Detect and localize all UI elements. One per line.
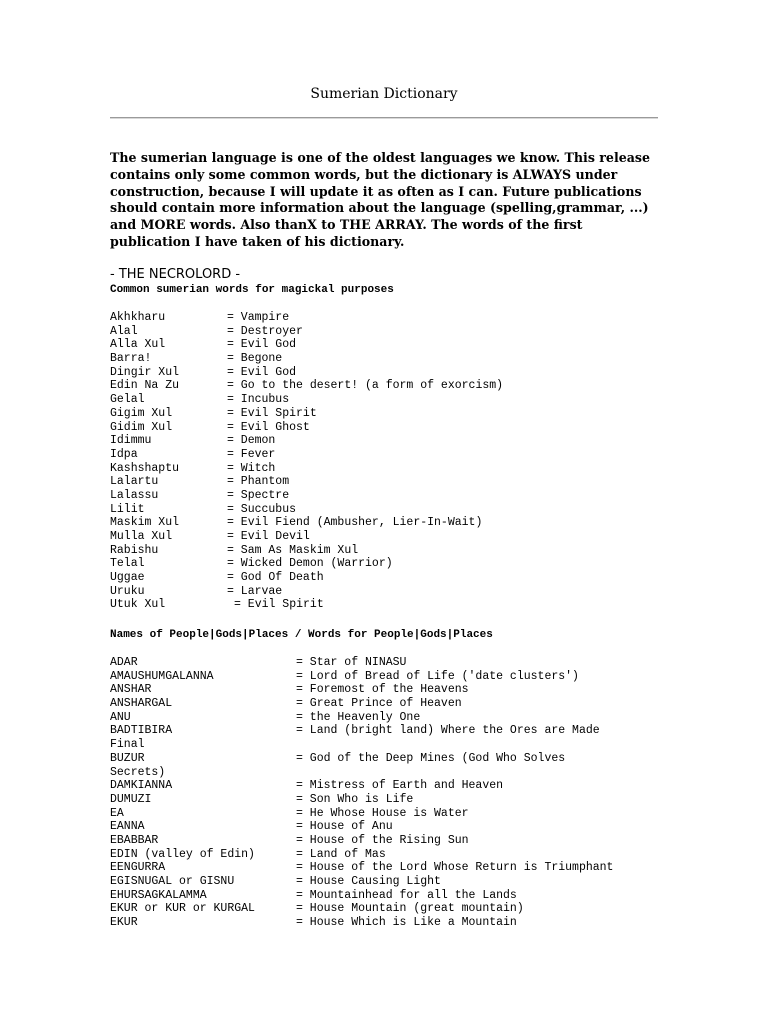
entry-definition: = Star of NINASU bbox=[296, 656, 407, 669]
entry-term: EKUR or KUR or KURGAL bbox=[110, 902, 255, 916]
entry-definition: = Son Who is Life bbox=[296, 792, 414, 806]
entry-term: Lilit bbox=[110, 502, 145, 516]
entry-term: EKUR bbox=[110, 916, 138, 930]
entry-term: Gidim Xul bbox=[110, 420, 173, 434]
page-title: Sumerian Dictionary bbox=[310, 86, 458, 102]
entry-definition: = Fever bbox=[227, 447, 276, 461]
entry-definition: = Evil Spirit bbox=[234, 598, 324, 612]
entry-definition: = Demon bbox=[227, 434, 276, 448]
entry-definition: = Succubus bbox=[227, 502, 297, 516]
entry-term: EGISNUGAL or GISNU bbox=[110, 875, 235, 889]
entry-definition: = Evil God bbox=[227, 365, 297, 379]
entry-term: Uggae bbox=[110, 571, 145, 585]
entry-term: ADAR bbox=[110, 656, 138, 669]
entry-definition: = the Heavenly One bbox=[296, 710, 421, 724]
entry-definition: = Evil Spirit bbox=[227, 406, 317, 420]
entry-term: Maskim Xul bbox=[110, 516, 180, 530]
entry-definition: = House of Anu bbox=[296, 820, 393, 834]
entry-definition: = God Of Death bbox=[227, 571, 324, 585]
entry-definition: = Begone bbox=[227, 352, 283, 366]
entry-term: Gigim Xul bbox=[110, 406, 173, 420]
entry-definition: = House Mountain (great mountain) bbox=[296, 902, 524, 916]
entry-definition: = Evil God bbox=[227, 338, 297, 352]
entry-definition: = Destroyer bbox=[227, 324, 303, 338]
entry-term: Dingir Xul bbox=[110, 365, 180, 379]
entry-term: Kashshaptu bbox=[110, 461, 180, 475]
entry-definition: = Vampire bbox=[227, 311, 290, 324]
intro-paragraph: The sumerian language is one of the oldest languages we know. This release contains only some common words, but the dictionary is ALWAYS under construction, because I will update it as often as I can. Future publications should contain more information about the language (spelling,grammar, ...) and MORE words. Also thanX to THE ARRAY. The words of the first publication I have taken of his dictionary. bbox=[110, 150, 651, 249]
entry-definition: = House of the Lord Whose Return is Triumphant bbox=[296, 861, 614, 875]
entry-definition: = Incubus bbox=[227, 393, 290, 407]
author-signature: - THE NECROLORD - bbox=[110, 267, 241, 282]
entry-term: Idpa bbox=[110, 447, 138, 461]
entry-term: ANU bbox=[110, 710, 131, 724]
entry-term: DAMKIANNA bbox=[110, 779, 173, 793]
entry-definition: = Witch bbox=[227, 461, 276, 475]
entry-term: Rabishu bbox=[110, 543, 159, 557]
entry-definition: = Lord of Bread of Life ('date clusters') bbox=[296, 669, 579, 683]
entry-term: ANSHAR bbox=[110, 683, 152, 697]
entry-definition: = House of the Rising Sun bbox=[296, 833, 469, 847]
entry-definition: = He Whose House is Water bbox=[296, 806, 469, 820]
entry-term: BUZUR bbox=[110, 751, 145, 765]
entry-definition: = Mountainhead for all the Lands bbox=[296, 888, 517, 902]
entry-term: Telal bbox=[110, 557, 145, 571]
entry-term: ANSHARGAL bbox=[110, 697, 173, 711]
entry-definition: = God of the Deep Mines (God Who Solves bbox=[296, 751, 566, 765]
entry-term: EHURSAGKALAMMA bbox=[110, 888, 207, 902]
entry-definition: = Go to the desert! (a form of exorcism) bbox=[227, 379, 504, 393]
entry-term: Alal bbox=[110, 324, 138, 338]
entry-term: EBABBAR bbox=[110, 833, 159, 847]
entry-definition-continuation: Secrets) bbox=[110, 765, 166, 779]
entry-definition: = Land of Mas bbox=[296, 847, 386, 861]
section-heading-magickal: Common sumerian words for magickal purposes bbox=[110, 284, 394, 296]
entry-definition: = Mistress of Earth and Heaven bbox=[296, 779, 504, 793]
entry-definition: = Evil Ghost bbox=[227, 420, 310, 434]
entry-definition: = Larvae bbox=[227, 584, 283, 598]
entry-term: EANNA bbox=[110, 820, 145, 834]
entry-definition: = Great Prince of Heaven bbox=[296, 697, 462, 711]
entry-term: Lalassu bbox=[110, 488, 159, 502]
entry-term: EDIN (valley of Edin) bbox=[110, 847, 255, 861]
entry-definition: = Evil Fiend (Ambusher, Lier-In-Wait) bbox=[227, 516, 483, 530]
entry-term: AMAUSHUMGALANNA bbox=[110, 669, 214, 683]
entry-term: Akhkharu bbox=[110, 311, 166, 324]
entry-definition: = Sam As Maskim Xul bbox=[227, 543, 359, 557]
entry-definition: = Foremost of the Heavens bbox=[296, 683, 469, 697]
title-divider bbox=[110, 117, 658, 119]
entry-definition: = House Which is Like a Mountain bbox=[296, 916, 517, 930]
entry-definition: = Land (bright land) Where the Ores are Made bbox=[296, 724, 600, 738]
entry-term: Alla Xul bbox=[110, 338, 166, 352]
entry-term: Lalartu bbox=[110, 475, 159, 489]
entry-definition-continuation: Final bbox=[110, 738, 145, 752]
entry-definition: = House Causing Light bbox=[296, 875, 441, 889]
entry-term: Gelal bbox=[110, 393, 145, 407]
entry-definition: = Phantom bbox=[227, 475, 290, 489]
entry-term: Utuk Xul bbox=[110, 598, 166, 612]
entry-term: Uruku bbox=[110, 584, 145, 598]
entry-term: EA bbox=[110, 806, 124, 820]
entry-term: Barra! bbox=[110, 352, 152, 366]
section-heading-names: Names of People|Gods|Places / Words for People|Gods|Places bbox=[110, 629, 493, 641]
entry-definition: = Spectre bbox=[227, 488, 290, 502]
entry-term: BADTIBIRA bbox=[110, 724, 173, 738]
entry-term: Mulla Xul bbox=[110, 530, 173, 543]
entry-term: DUMUZI bbox=[110, 792, 152, 806]
entry-term: Idimmu bbox=[110, 434, 152, 448]
entry-definition: = Wicked Demon (Warrior) bbox=[227, 557, 393, 571]
entry-term: Edin Na Zu bbox=[110, 379, 180, 393]
entry-term: EENGURRA bbox=[110, 861, 166, 875]
entry-definition: = Evil Devil bbox=[227, 530, 310, 543]
